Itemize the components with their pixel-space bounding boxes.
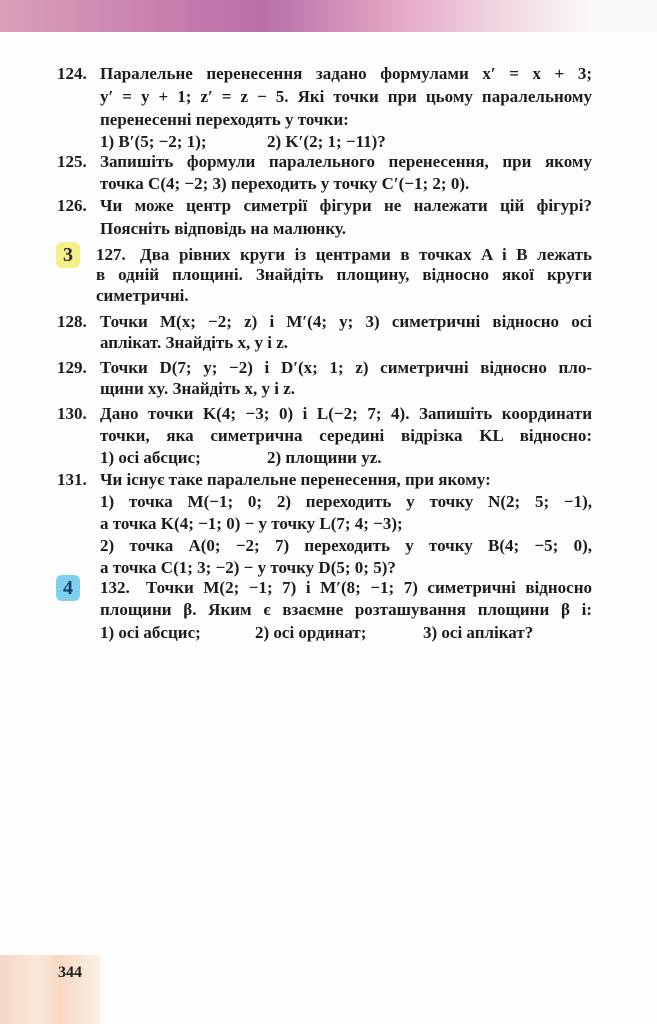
problem-text-line: а точка C(1; 3; −2) − у точку D(5; 0; 5)? — [100, 558, 396, 577]
problem-text-line: перенесенні переходять у точки: — [100, 110, 349, 129]
problem-text-line: 1) точка M(−1; 0; 2) переходить у точку N(2; 5; −1), — [100, 492, 592, 511]
answer-option: 1) B′(5; −2; 1); — [100, 132, 207, 151]
problem-text-line: Точки M(2; −1; 7) і M′(8; −1; 7) симетричні відносно — [146, 578, 592, 597]
problem-text-line: симетричні. — [96, 286, 189, 305]
problem-text-line: Запишіть формули паралельного перенесення, при якому — [100, 152, 592, 171]
answer-option: 1) осі абсцис; — [100, 448, 201, 467]
problem-number: 130. — [57, 404, 87, 423]
problem-number: 126. — [57, 196, 87, 215]
answer-option: 2) осі ординат; — [255, 623, 367, 642]
problem-text-line: Дано точки K(4; −3; 0) і L(−2; 7; 4). Запишіть координати — [100, 404, 592, 423]
problem-text-line: а точка K(4; −1; 0) − у точку L(7; 4; −3); — [100, 514, 403, 533]
problem-text-line: 2) точка A(0; −2; 7) переходить у точку B(4; −5; 0), — [100, 536, 592, 555]
problem-text-line: Точки D(7; y; −2) і D′(x; 1; z) симетричні відносно пло- — [100, 358, 592, 377]
problem-text-line: щини xy. Знайдіть x, y і z. — [100, 379, 296, 398]
problem-text-line: Поясніть відповідь на малюнку. — [100, 219, 346, 238]
problem-number: 129. — [57, 358, 87, 377]
problem-text-line: в одній площині. Знайдіть площину, відносно якої круги — [96, 265, 592, 284]
problem-number: 132. — [100, 578, 130, 597]
problem-text-line: Чи існує таке паралельне перенесення, при якому: — [100, 470, 491, 489]
problem-text-line: Точки M(x; −2; z) і M′(4; y; 3) симетричні відносно осі — [100, 312, 592, 331]
problem-text-line: Паралельне перенесення задано формулами x′ = x + 3; — [100, 64, 592, 83]
problem-number: 125. — [57, 152, 87, 171]
answer-option: 2) площини yz. — [267, 448, 382, 467]
difficulty-level-badge: 4 — [56, 575, 80, 601]
problem-number: 131. — [57, 470, 87, 489]
answer-option: 1) осі абсцис; — [100, 623, 201, 642]
answer-option: 3) осі аплікат? — [423, 623, 534, 642]
decorative-corner — [0, 955, 100, 1024]
decorative-header-banner — [0, 0, 657, 32]
problem-text-line: площини β. Яким є взаємне розташування площини β і: — [100, 600, 592, 619]
problem-number: 124. — [57, 64, 87, 83]
problem-text-line: аплікат. Знайдіть x, y і z. — [100, 333, 288, 352]
problem-text-line: точка C(4; −2; 3) переходить у точку C′(−1; 2; 0). — [100, 174, 470, 193]
problem-text-line: Два рівних круги із центрами в точках A і B лежать — [140, 245, 592, 264]
problem-text-line: Чи може центр симетрії фігури не належати цій фігурі? — [100, 196, 592, 215]
problem-number: 127. — [96, 245, 126, 264]
problem-text-line: y′ = y + 1; z′ = z − 5. Які точки при цьому паралельному — [100, 87, 592, 106]
problem-number: 128. — [57, 312, 87, 331]
problem-text-line: точки, яка симетрична середині відрізка KL відносно: — [100, 426, 592, 445]
page-number: 344 — [58, 964, 82, 981]
difficulty-level-badge: 3 — [56, 242, 80, 268]
answer-option: 2) K′(2; 1; −11)? — [267, 132, 386, 151]
